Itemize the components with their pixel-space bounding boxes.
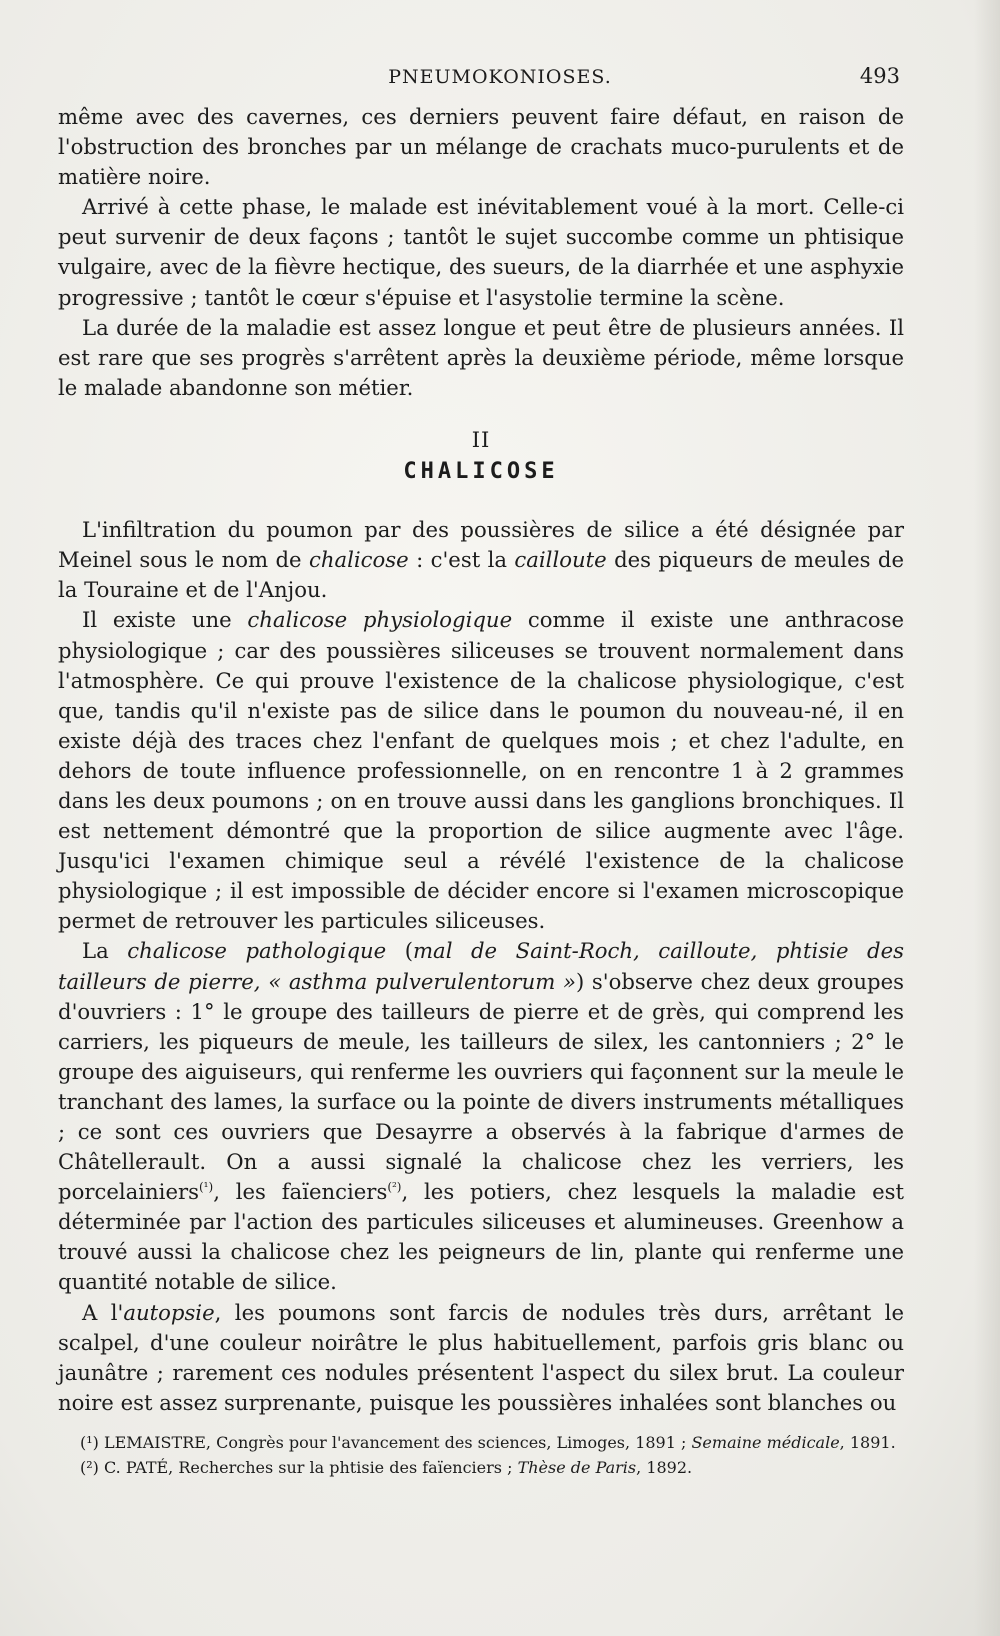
page-header <box>0 64 1000 98</box>
italic-term: chalicose <box>308 547 409 573</box>
text-run: Il existe une <box>82 607 248 633</box>
text-run: A l' <box>82 1299 124 1325</box>
section-number: II <box>471 427 491 452</box>
paragraph: Arrivé à cette phase, le malade est inévitablement voué à la mort. Celle-ci peut survenir de deux façons ; tantôt le sujet succombe comme un phtisique vulgaire, avec de la fièvre hectique, des sueurs, de la diarrhée et une asphyxie progressive ; tantôt le cœur s'épuise et l'asystolie termine la scène. <box>58 194 904 310</box>
text-run: des piqueurs de meules de la Touraine et de l'Anjou. <box>58 547 904 603</box>
footnote <box>58 1455 904 1480</box>
footnote-italic: Semaine médicale <box>691 1432 840 1452</box>
text-run: ) s'observe chez deux groupes d'ouvriers : 1° le groupe des tailleurs de pierre et de grès, qui comprend les carriers, les piqueurs de meule, les tailleurs de silex, les cantonniers ; 2° le groupe des aiguiseurs, qui renferme les ouvriers qui façonnent sur la meule le tranchant des lames, la surface ou la pointe de divers instruments métalliques ; ce sont ces ouvriers que Desayrre a observés à la fabrique d'armes de Châtellerault. On a aussi signalé la chalicose chez les verriers, les porcelainiers <box>58 968 904 1205</box>
page-number: 493 <box>859 64 900 88</box>
text-run: ( <box>386 938 413 964</box>
italic-term: chalicose pathologique <box>127 938 387 964</box>
body-text <box>58 102 904 1480</box>
paragraph <box>58 605 904 936</box>
text-run: La <box>82 938 128 964</box>
paragraph <box>58 515 904 605</box>
text-run: comme il existe une anthracose physiologique ; car des poussières siliceuses se trouvent normalement dans l'atmosphère. Ce qui prouve l'existence de la chalicose physiologique, c'est que, tandis qu'il n'existe pas de silice dans le poumon du nouveau-né, il en existe déjà des traces chez l'enfant de quelques mois ; et chez l'adulte, en dehors de toute influence professionnelle, on en rencontre 1 à 2 grammes dans les deux poumons ; on en trouve aussi dans les ganglions bronchiques. Il est nettement démontré que la proportion de silice augmente avec l'âge. Jusqu'ici l'examen chimique seul a révélé l'existence de la chalicose physiologique ; il est impossible de décider encore si l'examen microscopique permet de retrouver les particules siliceuses. <box>58 607 904 934</box>
text-run: , les poumons sont farcis de nodules très durs, arrêtant le scalpel, d'une couleur noirâtre le plus habituellement, parfois gris blanc ou jaunâtre ; rarement ces nodules présentent l'aspect du silex brut. La couleur noire est assez surprenante, puisque les poussières inhalées sont blanches ou <box>58 1299 904 1415</box>
footnote-italic: Thèse de Paris <box>517 1457 637 1477</box>
paragraph <box>58 936 904 1297</box>
footnote-ref: (¹) <box>199 1180 214 1195</box>
text-run: : c'est la <box>408 547 515 573</box>
footnote-marker: (¹) <box>80 1432 99 1452</box>
italic-term: mal de Saint-Roch, cailloute, phtisie des tailleurs de pierre, « asthma pulverulentorum » <box>58 938 904 994</box>
running-title: PNEUMOKONIOSES. <box>388 66 612 88</box>
footnote-text: , 1891. <box>839 1432 896 1452</box>
footnote <box>58 1430 904 1455</box>
paragraph: La durée de la maladie est assez longue et peut être de plusieurs années. Il est rare que ses progrès s'arrêtent après la deuxième période, même lorsque le malade abandonne son métier. <box>58 314 904 400</box>
italic-term: autopsie <box>123 1299 215 1325</box>
text-run: , les faïenciers <box>213 1179 388 1205</box>
footnote-text: C. PATÉ, Recherches sur la phtisie des faïenciers ; <box>98 1457 518 1477</box>
italic-term: cailloute <box>514 547 607 573</box>
text-run: L'infiltration du poumon par des poussières de silice a été désignée par Meinel sous le nom de <box>58 517 904 573</box>
footnote-ref: (²) <box>387 1180 402 1195</box>
scan-shadow <box>974 0 1000 1636</box>
italic-term: chalicose physiologique <box>247 607 513 633</box>
section-title: CHALICOSE <box>403 459 559 485</box>
footnote-text: LEMAISTRE, Congrès pour l'avancement des sciences, Limoges, 1891 ; <box>98 1432 692 1452</box>
paragraph: même avec des cavernes, ces derniers peuvent faire défaut, en raison de l'obstruction des bronches par un mélange de crachats muco-purulents et de matière noire. <box>58 104 904 190</box>
footnote-marker: (²) <box>80 1457 99 1477</box>
footnotes <box>58 1430 904 1480</box>
footnote-text: , 1892. <box>636 1457 693 1477</box>
text-run: , les potiers, chez lesquels la maladie est déterminée par l'action des particules siliceuses et alumineuses. Greenhow a trouvé aussi la chalicose chez les peigneurs de lin, plante qui renferme une quantité notable de silice. <box>58 1179 904 1295</box>
paragraph <box>58 1298 904 1418</box>
